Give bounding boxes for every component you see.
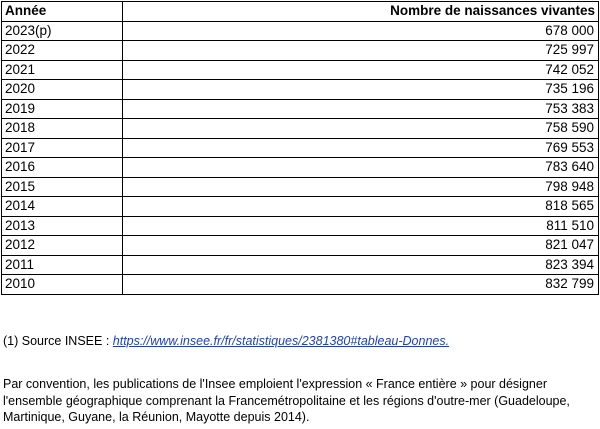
table-row [2,275,599,295]
cell-year: 2020 [2,80,123,100]
cell-births: 821 047 [123,236,599,256]
cell-year: 2022 [2,41,123,61]
cell-births: 798 948 [123,177,599,197]
cell-births: 823 394 [123,255,599,275]
table-row [2,60,599,80]
table-row [2,21,599,41]
table-row [2,255,599,275]
cell-year: 2014 [2,197,123,217]
cell-births: 678 000 [123,21,599,41]
cell-year: 2010 [2,275,123,295]
cell-births: 832 799 [123,275,599,295]
cell-births: 742 052 [123,60,599,80]
cell-births: 818 565 [123,197,599,217]
table-row [2,197,599,217]
cell-year: 2018 [2,119,123,139]
table-row [2,41,599,61]
source-link[interactable]: https://www.insee.fr/fr/statistiques/2381380#tableau-Donnes. [112,334,450,348]
convention-note: Par convention, les publications de l'Insee emploient l'expression « France entière » pour désigner l'ensemble géographique comprenant la Francemétropolitaine et les régions d'outre-mer (Guadeloupe, Martinique, Guyane, la Réunion, Mayotte depuis 2014). [3,377,570,424]
table-row [2,80,599,100]
table-header-row [2,2,599,22]
table-row [2,158,599,178]
cell-births: 769 553 [123,138,599,158]
table-row [2,138,599,158]
cell-births: 758 590 [123,119,599,139]
cell-year: 2015 [2,177,123,197]
table-row [2,99,599,119]
table-row [2,216,599,236]
source-prefix: (1) Source INSEE : [3,334,113,348]
cell-year: 2011 [2,255,123,275]
births-table [1,1,599,295]
cell-year: 2019 [2,99,123,119]
header-births: Nombre de naissances vivantes [123,2,599,22]
table-body [2,21,599,294]
cell-year: 2013 [2,216,123,236]
table-row [2,119,599,139]
header-year: Année [2,2,123,22]
cell-births: 735 196 [123,80,599,100]
cell-year: 2017 [2,138,123,158]
cell-births: 753 383 [123,99,599,119]
cell-births: 811 510 [123,216,599,236]
table-row [2,177,599,197]
cell-year: 2021 [2,60,123,80]
cell-births: 783 640 [123,158,599,178]
cell-year: 2012 [2,236,123,256]
table-row [2,236,599,256]
cell-year: 2016 [2,158,123,178]
cell-year: 2023(p) [2,21,123,41]
source-footnote [3,333,449,349]
cell-births: 725 997 [123,41,599,61]
